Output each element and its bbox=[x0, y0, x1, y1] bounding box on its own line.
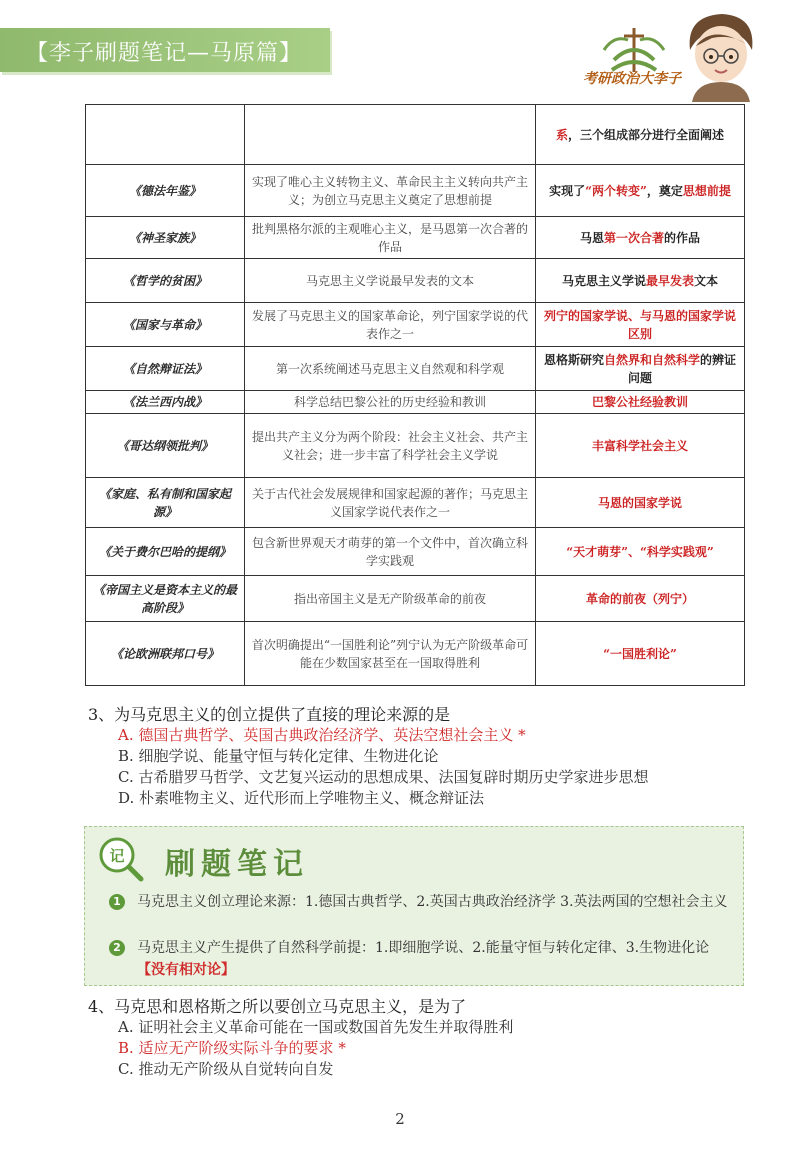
work-keypoint-cell bbox=[536, 303, 745, 347]
table-row bbox=[86, 105, 745, 165]
table-row bbox=[86, 347, 745, 391]
option-c: C. 推动无产阶级从自觉转向自发 bbox=[118, 1060, 334, 1078]
work-keypoint-cell bbox=[536, 217, 745, 259]
question-4 bbox=[88, 996, 748, 1080]
work-description-cell: 第一次系统阐述马克思主义自然观和科学观 bbox=[245, 347, 536, 391]
work-title-cell bbox=[86, 105, 245, 165]
work-keypoint-cell bbox=[536, 576, 745, 622]
work-title-cell: 《帝国主义是资本主义的最高阶段》 bbox=[86, 576, 245, 622]
work-description-cell: 首次明确提出“一国胜利论”列宁认为无产阶级革命可能在少数国家甚至在一国取得胜利 bbox=[245, 622, 536, 686]
keypoint-segment: 马恩的国家学说 bbox=[597, 495, 682, 510]
note-icon-char: 记 bbox=[109, 847, 125, 865]
work-keypoint-cell bbox=[536, 478, 745, 528]
note-text-2 bbox=[137, 937, 729, 981]
work-description-cell: 实现了唯心主义转物主义、革命民主主义转向共产主义；为创立马克思主义奠定了思想前提 bbox=[245, 165, 536, 217]
table-row bbox=[86, 217, 745, 259]
work-keypoint-cell bbox=[536, 259, 745, 303]
magnifier-note-icon bbox=[95, 833, 145, 883]
note-tag-2: 【没有相对论】 bbox=[137, 962, 235, 978]
keypoint-segment: 实现了 bbox=[549, 183, 586, 198]
work-title-cell: 《家庭、私有制和国家起源》 bbox=[86, 478, 245, 528]
option-c: C. 古希腊罗马哲学、文艺复兴运动的思想成果、法国复辟时期历史学家进步思想 bbox=[118, 768, 649, 786]
work-description-cell: 指出帝国主义是无产阶级革命的前夜 bbox=[245, 576, 536, 622]
option-b: B. 细胞学说、能量守恒与转化定律、生物进化论 bbox=[118, 747, 439, 765]
table-row bbox=[86, 414, 745, 478]
work-keypoint-cell bbox=[536, 414, 745, 478]
option-b: B. 适应无产阶级实际斗争的要求 * bbox=[118, 1039, 346, 1057]
keypoint-segment: 巴黎公社经验教训 bbox=[591, 395, 688, 409]
table-row bbox=[86, 528, 745, 576]
notes-title: 刷题笔记 bbox=[165, 847, 309, 882]
keypoint-segment: 思想前提 bbox=[682, 183, 731, 198]
work-description-cell: 马克思主义学说最早发表的文本 bbox=[245, 259, 536, 303]
note-number-2: 2 bbox=[109, 940, 125, 956]
option-d: D. 朴素唯物主义、近代形而上学唯物主义、概念辩证法 bbox=[118, 789, 485, 807]
table-row bbox=[86, 259, 745, 303]
logo-text: 考研政治大李子 bbox=[583, 71, 681, 87]
keypoint-segment: 文本 bbox=[694, 273, 719, 288]
keypoint-segment: 马克思主义学说 bbox=[561, 273, 646, 288]
keypoint-segment: ，奠定 bbox=[646, 183, 683, 198]
table-row bbox=[86, 165, 745, 217]
work-title-cell: 《法兰西内战》 bbox=[86, 391, 245, 414]
work-title-cell: 《关于费尔巴哈的提纲》 bbox=[86, 528, 245, 576]
work-keypoint-cell bbox=[536, 347, 745, 391]
table-row bbox=[86, 391, 745, 414]
table-row bbox=[86, 622, 745, 686]
work-title-cell: 《哥达纲领批判》 bbox=[86, 414, 245, 478]
work-keypoint-cell bbox=[536, 105, 745, 165]
table-row bbox=[86, 303, 745, 347]
work-title-cell: 《论欧洲联邦口号》 bbox=[86, 622, 245, 686]
work-keypoint-cell bbox=[536, 622, 745, 686]
option-a: A. 证明社会主义革命可能在一国或数国首先发生并取得胜利 bbox=[118, 1018, 514, 1036]
keypoint-segment: 的辨证问题 bbox=[627, 352, 737, 385]
note-number-1: 1 bbox=[109, 894, 125, 910]
work-title-cell: 《自然辩证法》 bbox=[86, 347, 245, 391]
work-title-cell: 《国家与革命》 bbox=[86, 303, 245, 347]
work-title-cell: 《神圣家族》 bbox=[86, 217, 245, 259]
work-title-cell: 《德法年鉴》 bbox=[86, 165, 245, 217]
note-text-1: 马克思主义创立理论来源：1.德国古典哲学、2.英国古典政治经济学 3.英法两国的空想社会主义 bbox=[137, 894, 728, 910]
work-description-cell: 包含新世界观天才萌芽的第一个文件中，首次确立科学实践观 bbox=[245, 528, 536, 576]
work-keypoint-cell bbox=[536, 528, 745, 576]
keypoint-segment: “两个转变” bbox=[585, 183, 647, 198]
keypoint-segment: 第一次合著 bbox=[603, 230, 664, 245]
avatar-illustration-icon bbox=[682, 10, 760, 102]
work-description-cell bbox=[245, 105, 536, 165]
keypoint-segment: 的作品 bbox=[664, 230, 701, 245]
banner-title: 【李子刷题笔记—马原篇】 bbox=[26, 41, 303, 66]
work-description-cell: 提出共产主义分为两个阶段：社会主义社会、共产主义社会；进一步丰富了科学社会主义学说 bbox=[245, 414, 536, 478]
works-table bbox=[85, 104, 745, 686]
header-banner bbox=[0, 28, 330, 72]
keypoint-segment: 系 bbox=[555, 127, 568, 142]
study-notes-box bbox=[84, 826, 744, 986]
keypoint-segment: 自然界和自然科学 bbox=[603, 352, 700, 367]
question-stem: 3、为马克思主义的创立提供了直接的理论来源的是 bbox=[88, 705, 451, 724]
note-item-2 bbox=[109, 937, 729, 981]
option-a: A. 德国古典哲学、英国古典政治经济学、英法空想社会主义 * bbox=[118, 726, 526, 744]
work-title-cell: 《哲学的贫困》 bbox=[86, 259, 245, 303]
keypoint-segment: 丰富科学社会主义 bbox=[591, 438, 688, 453]
question-3 bbox=[88, 704, 748, 809]
note-item-1 bbox=[109, 891, 729, 913]
note-text-2-body: 马克思主义产生提供了自然科学前提：1.即细胞学说、2.能量守恒与转化定律、3.生物进化论 bbox=[137, 940, 710, 956]
keypoint-segment: “天才萌芽”、“科学实践观” bbox=[566, 544, 714, 559]
work-keypoint-cell bbox=[536, 391, 745, 414]
keypoint-segment: 最早发表 bbox=[645, 273, 694, 288]
work-description-cell: 发展了马克思主义的国家革命论，列宁国家学说的代表作之一 bbox=[245, 303, 536, 347]
keypoint-segment: 恩格斯研究 bbox=[543, 352, 604, 367]
logo-emblem-icon bbox=[584, 20, 684, 100]
work-description-cell: 批判黑格尔派的主观唯心主义，是马恩第一次合著的作品 bbox=[245, 217, 536, 259]
work-description-cell: 关于古代社会发展规律和国家起源的著作；马克思主义国家学说代表作之一 bbox=[245, 478, 536, 528]
table-row bbox=[86, 576, 745, 622]
keypoint-segment: ，三个组成部分进行全面阐述 bbox=[568, 127, 725, 142]
keypoint-segment: 革命的前夜（列宁） bbox=[585, 591, 694, 606]
work-keypoint-cell bbox=[536, 165, 745, 217]
page-number: 2 bbox=[395, 1110, 405, 1128]
table-row bbox=[86, 478, 745, 528]
keypoint-segment: 马恩 bbox=[579, 230, 604, 245]
keypoint-segment: 列宁的国家学说、与马恩的国家学说区别 bbox=[543, 308, 736, 341]
question-stem: 4、马克思和恩格斯之所以要创立马克思主义，是为了 bbox=[88, 997, 467, 1016]
work-description-cell: 科学总结巴黎公社的历史经验和教训 bbox=[245, 391, 536, 414]
keypoint-segment: “一国胜利论” bbox=[603, 646, 677, 661]
